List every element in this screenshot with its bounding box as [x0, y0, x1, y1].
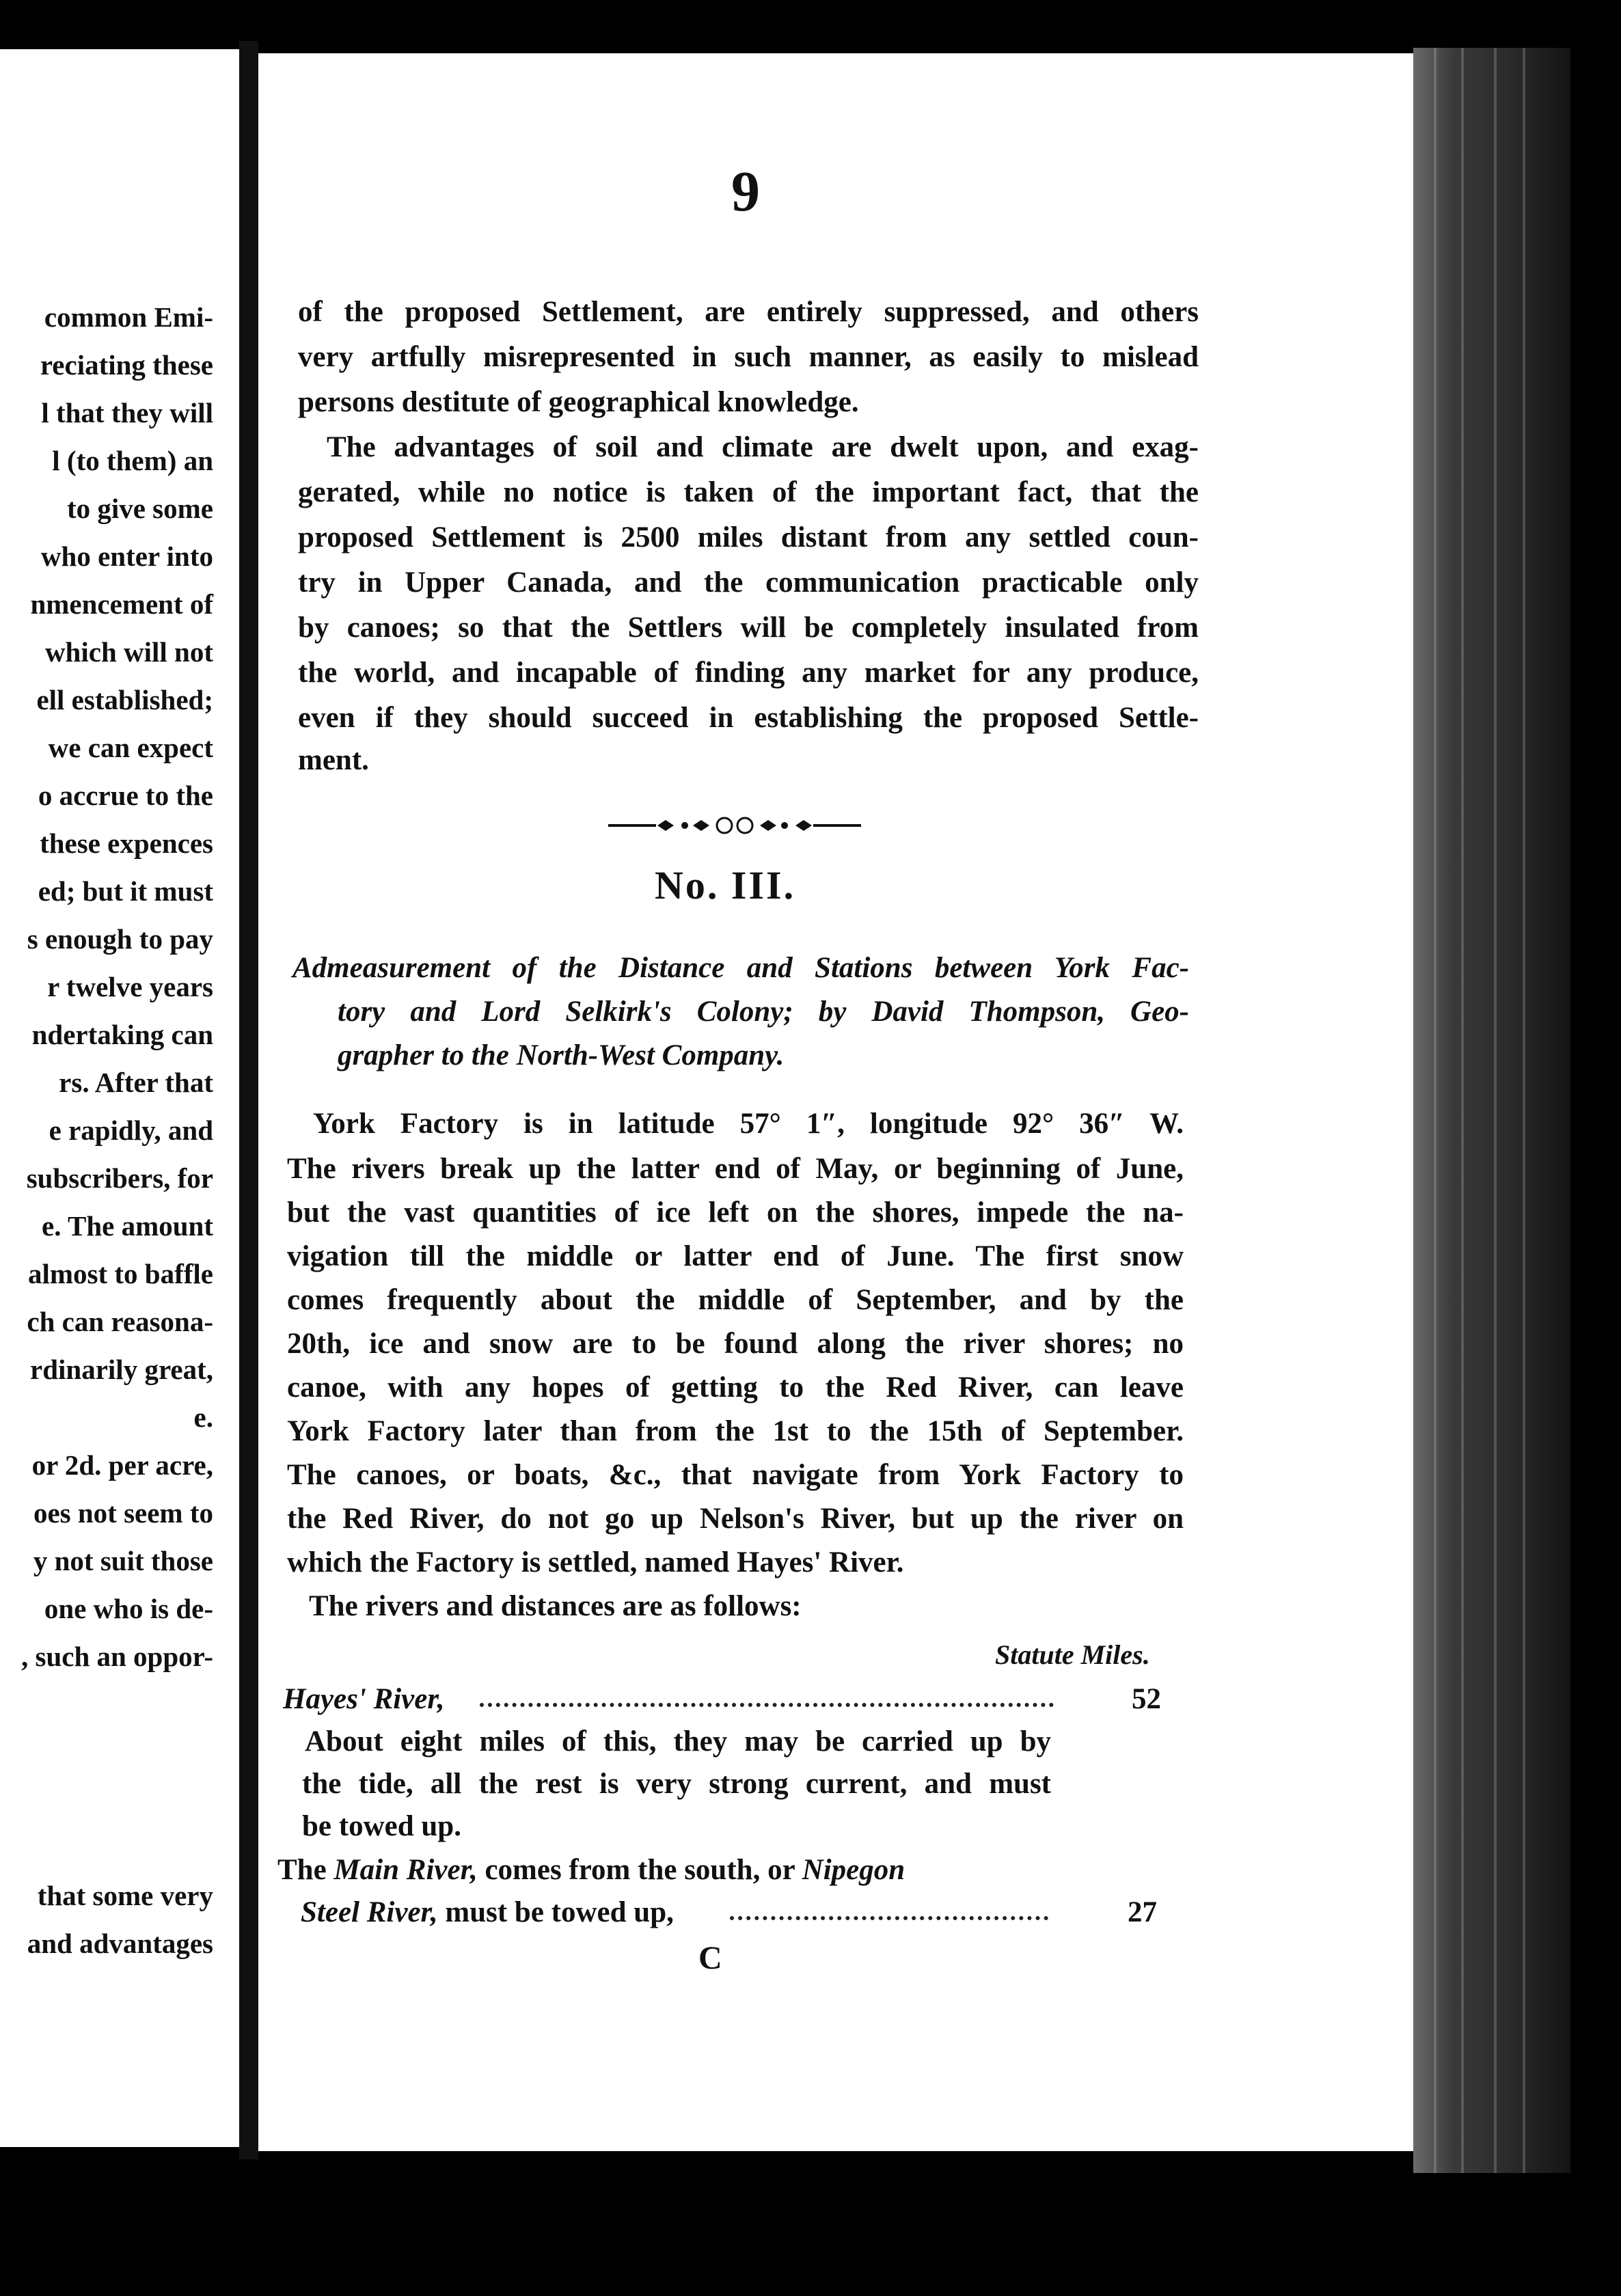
section-heading: No. III. — [655, 863, 796, 907]
left-line: ed; but it must — [38, 875, 213, 907]
body-line: canoe, with any hopes of getting to the Red River, can leave — [287, 1371, 1184, 1404]
left-line: rdinarily great, — [30, 1354, 213, 1385]
left-line: y not suit those — [33, 1545, 213, 1576]
body-line: The rivers break up the latter end of May, or beginning of June, — [287, 1153, 1184, 1185]
left-line: nmencement of — [30, 588, 213, 620]
body-line: comes frequently about the middle of September, and by the — [287, 1284, 1184, 1316]
left-line: ndertaking can — [31, 1019, 213, 1050]
left-line: rs. After that — [59, 1067, 213, 1098]
body-line: which the Factory is settled, named Hayes' River. — [287, 1546, 904, 1578]
river-name: Hayes' River, — [283, 1683, 445, 1715]
advantages-line: try in Upper Canada, and the communication practicable only — [298, 566, 1199, 599]
section-subtitle-line: Admeasurement of the Distance and Stations between York Fac- — [292, 952, 1189, 984]
left-line: subscribers, for — [26, 1162, 213, 1194]
body-line: vigation till the middle or latter end of June. The first snow — [287, 1240, 1184, 1272]
left-line: o accrue to the — [38, 780, 213, 811]
intro-line: very artfully misrepresented in such manner, as easily to mislead — [298, 341, 1199, 373]
river-description-line — [301, 1896, 674, 1929]
row-note-line: About eight miles of this, they may be carried up by — [305, 1725, 1051, 1758]
dot-leader — [730, 1916, 1048, 1920]
row-rest: must be towed up, — [437, 1896, 674, 1928]
body-line: 20th, ice and snow are to be found along the river shores; no — [287, 1328, 1184, 1360]
row-prefix: The — [277, 1854, 334, 1886]
advantages-line: gerated, while no notice is taken of the important fact, that the — [298, 476, 1199, 508]
distance-value: 52 — [1132, 1683, 1161, 1715]
ornament-rule — [608, 812, 861, 839]
left-line: who enter into — [40, 541, 213, 572]
left-line: or 2d. per acre, — [31, 1449, 213, 1481]
advantages-line: The advantages of soil and climate are dwelt upon, and exag- — [327, 431, 1199, 463]
row-middle: comes from the south, or — [477, 1854, 802, 1886]
signature-mark: C — [698, 1940, 722, 1976]
river-name: Main River, — [333, 1854, 478, 1886]
left-line: we can expect — [48, 732, 213, 763]
left-line: these expences — [40, 828, 213, 859]
intro-line: persons destitute of geographical knowledge. — [298, 386, 859, 418]
left-line: one who is de- — [44, 1593, 213, 1624]
intro-line: of the proposed Settlement, are entirely suppressed, and others — [298, 296, 1199, 328]
left-line: almost to baffle — [27, 1258, 213, 1289]
left-line: that some very — [37, 1880, 213, 1911]
body-line: York Factory is in latitude 57° 1″, longitude 92° 36″ W. — [313, 1108, 1184, 1140]
body-line: the Red River, do not go up Nelson's River, but up the river on — [287, 1503, 1184, 1535]
distance-value: 27 — [1128, 1896, 1157, 1928]
advantages-line: ment. — [298, 744, 369, 776]
left-line: l that they will — [41, 397, 213, 428]
river-description-line — [277, 1853, 905, 1887]
row-note-line: the tide, all the rest is very strong current, and must — [302, 1768, 1051, 1800]
left-line: s enough to pay — [27, 923, 213, 955]
left-line: which will not — [44, 636, 213, 668]
left-line: to give some — [66, 493, 213, 524]
advantages-line: by canoes; so that the Settlers will be completely insulated from — [298, 612, 1199, 644]
advantages-line: proposed Settlement is 2500 miles distant from any settled coun- — [298, 521, 1199, 554]
left-line: ch can reasona- — [27, 1306, 213, 1337]
page-number: 9 — [731, 160, 760, 223]
left-line: reciating these — [40, 349, 213, 381]
river-alt-name: Nipegon — [802, 1854, 905, 1886]
left-line: l (to them) an — [52, 445, 213, 476]
river-alt-name-cont: Steel River, — [301, 1896, 438, 1928]
table-intro: The rivers and distances are as follows: — [309, 1590, 802, 1622]
left-line: r twelve years — [47, 971, 213, 1002]
left-line: e. The amount — [42, 1210, 213, 1242]
left-line: e rapidly, and — [49, 1115, 213, 1146]
left-line: ell established; — [36, 684, 213, 715]
left-line: , such an oppor- — [21, 1641, 213, 1672]
distance-column-header: Statute Miles. — [995, 1639, 1150, 1670]
section-subtitle-line: grapher to the North-West Company. — [338, 1039, 785, 1071]
section-subtitle-line: tory and Lord Selkirk's Colony; by David Thompson, Geo- — [338, 996, 1189, 1028]
left-line: e. — [193, 1402, 213, 1433]
body-line: York Factory later than from the 1st to the 15th of September. — [287, 1415, 1184, 1447]
left-line: common Emi- — [44, 301, 213, 333]
left-line: oes not seem to — [33, 1497, 213, 1529]
advantages-line: the world, and incapable of finding any market for any produce, — [298, 657, 1199, 689]
advantages-line: even if they should succeed in establishing the proposed Settle- — [298, 702, 1199, 734]
dot-leader — [480, 1703, 1054, 1707]
body-line: The canoes, or boats, &c., that navigate from York Factory to — [287, 1459, 1184, 1491]
body-line: but the vast quantities of ice left on the shores, impede the na- — [287, 1197, 1184, 1229]
row-note-line: be towed up. — [302, 1810, 461, 1842]
left-line: and advantages — [27, 1928, 213, 1959]
